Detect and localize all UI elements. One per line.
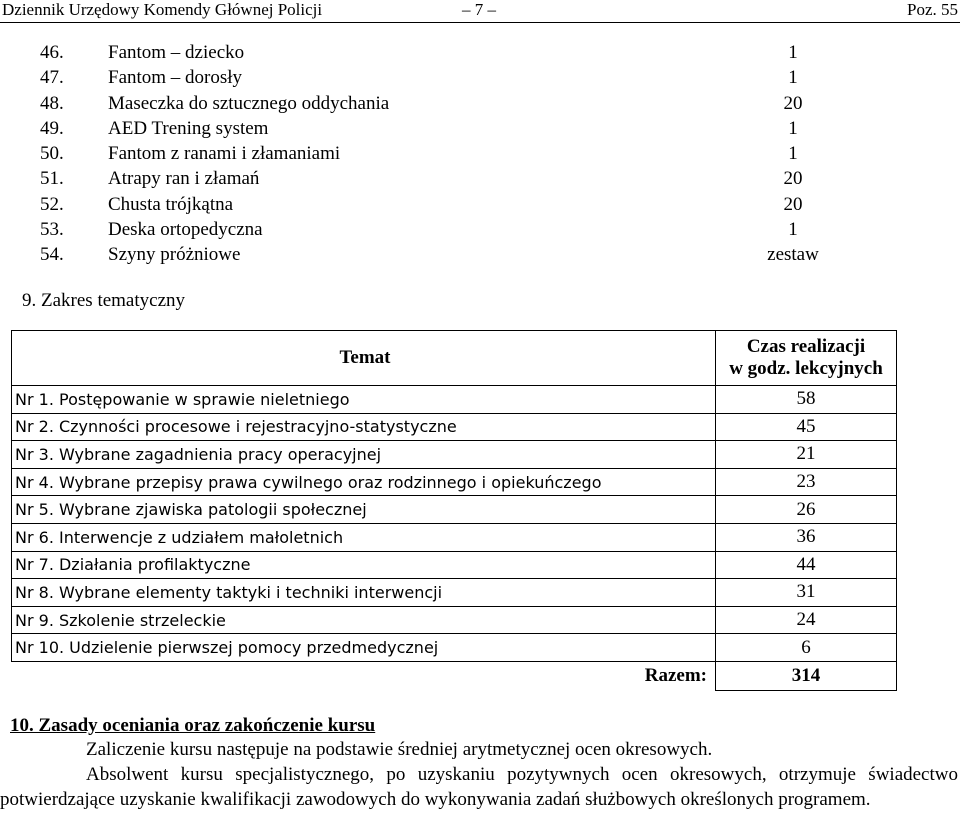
equipment-name: Chusta trójkątna	[108, 193, 234, 215]
equipment-number: 51.	[40, 168, 64, 190]
topic-row	[12, 496, 897, 524]
topic-row	[12, 606, 897, 634]
topic-name: Nr 9. Szkolenie strzeleckie	[12, 606, 716, 634]
topic-name: Nr 3. Wybrane zagadnienia pracy operacyjnej	[12, 441, 716, 469]
equipment-row	[40, 242, 830, 267]
equipment-row	[40, 91, 830, 116]
header-time	[716, 331, 897, 386]
topic-name: Nr 4. Wybrane przepisy prawa cywilnego oraz rodzinnego i opiekuńczego	[12, 468, 716, 496]
equipment-quantity: 20	[783, 92, 803, 114]
topic-name: Nr 6. Interwencje z udziałem małoletnich	[12, 523, 716, 551]
paragraph-completion: Zaliczenie kursu następuje na podstawie średniej arytmetycznej ocen okresowych.	[86, 739, 713, 760]
topic-hours: 23	[716, 468, 897, 496]
topic-name: Nr 2. Czynności procesowe i rejestracyjno-statystyczne	[12, 413, 716, 441]
topic-row	[12, 468, 897, 496]
topic-hours: 58	[716, 386, 897, 414]
equipment-row	[40, 116, 830, 141]
equipment-quantity: 20	[783, 168, 803, 190]
equipment-number: 46.	[40, 42, 64, 63]
header-time-line1: Czas realizacji	[746, 336, 866, 357]
equipment-quantity: 1	[788, 42, 798, 63]
topic-hours: 36	[716, 523, 897, 551]
header-topic: Temat	[12, 331, 716, 386]
topic-name: Nr 7. Działania profilaktyczne	[12, 551, 716, 579]
equipment-list	[40, 40, 830, 268]
page-number: – 7 –	[462, 0, 496, 19]
equipment-row	[40, 40, 830, 65]
equipment-name: Szyny próżniowe	[108, 244, 241, 266]
topic-hours: 45	[716, 413, 897, 441]
topic-hours: 44	[716, 551, 897, 579]
equipment-number: 47.	[40, 67, 64, 89]
paragraph-certificate: Absolwent kursu specjalistycznego, po uzyskaniu pozytywnych ocen okresowych, otrzymuje świadectwo potwierdzające uzyskanie kwalifikacji zawodowych do wykonywania zadań służbowych określonych programem.	[0, 764, 958, 810]
topic-row	[12, 579, 897, 607]
equipment-number: 50.	[40, 143, 64, 165]
topic-row	[12, 441, 897, 469]
topic-name: Nr 10. Udzielenie pierwszej pomocy przedmedycznej	[12, 634, 716, 662]
position-number: Poz. 55	[907, 0, 958, 19]
equipment-name: Maseczka do sztucznego oddychania	[108, 92, 390, 114]
total-label: Razem:	[12, 661, 716, 690]
equipment-name: Deska ortopedyczna	[108, 219, 263, 241]
topic-name: Nr 8. Wybrane elementy taktyki i techniki interwencji	[12, 579, 716, 607]
topic-name: Nr 1. Postępowanie w sprawie nieletniego	[12, 386, 716, 414]
equipment-row	[40, 217, 830, 242]
topic-row	[12, 413, 897, 441]
equipment-number: 54.	[40, 244, 64, 266]
equipment-name: Fantom – dorosły	[108, 67, 243, 89]
equipment-number: 48.	[40, 92, 64, 114]
topic-name: Nr 5. Wybrane zjawiska patologii społecznej	[12, 496, 716, 524]
page-header	[0, 0, 960, 23]
topic-hours: 6	[716, 634, 897, 662]
equipment-row	[40, 192, 830, 217]
header-time-line2: w godz. lekcyjnych	[729, 358, 883, 379]
equipment-quantity: 1	[788, 219, 798, 241]
equipment-quantity: 20	[783, 193, 803, 215]
equipment-quantity: 1	[788, 67, 798, 89]
equipment-quantity: 1	[788, 143, 798, 165]
journal-title: Dziennik Urzędowy Komendy Głównej Policji	[2, 0, 323, 19]
topic-row	[12, 551, 897, 579]
equipment-quantity: zestaw	[767, 244, 819, 266]
equipment-name: Atrapy ran i złamań	[108, 168, 260, 190]
topic-hours: 21	[716, 441, 897, 469]
section-10-title: 10. Zasady oceniania oraz zakończenie kursu	[10, 715, 376, 736]
topic-hours: 26	[716, 496, 897, 524]
equipment-row	[40, 141, 830, 166]
equipment-quantity: 1	[788, 117, 798, 139]
topic-row	[12, 634, 897, 662]
topic-row	[12, 523, 897, 551]
equipment-number: 52.	[40, 193, 64, 215]
equipment-row	[40, 166, 830, 191]
topics-table	[11, 330, 897, 691]
equipment-name: AED Trening system	[108, 117, 269, 139]
topic-row	[12, 386, 897, 414]
topic-hours: 24	[716, 606, 897, 634]
total-value: 314	[716, 661, 897, 690]
equipment-row	[40, 65, 830, 90]
section-9-title: 9. Zakres tematyczny	[22, 290, 186, 311]
topic-hours: 31	[716, 579, 897, 607]
equipment-name: Fantom z ranami i złamaniami	[108, 143, 341, 165]
equipment-number: 49.	[40, 117, 64, 139]
equipment-number: 53.	[40, 219, 64, 241]
equipment-name: Fantom – dziecko	[108, 42, 245, 63]
